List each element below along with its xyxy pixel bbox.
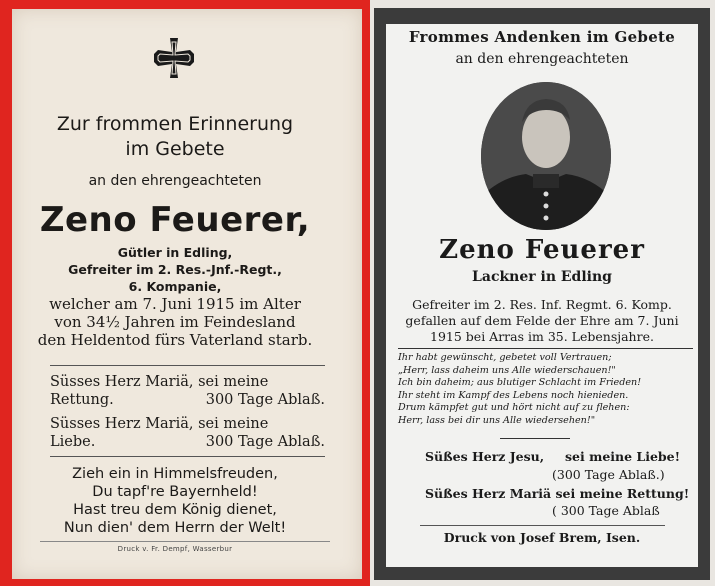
left-printer: Druck v. Fr. Dempf, Wasserbur	[117, 545, 233, 553]
prayer-line: Süsses Herz Mariä, sei meine	[50, 374, 269, 390]
divider	[420, 525, 665, 526]
left-verse	[0, 465, 350, 537]
right-verse	[398, 352, 693, 428]
left-occupation-line: Gefreiter im 2. Res.-Jnf.-Regt.,	[68, 262, 282, 277]
indulgence: 300 Tage Ablaß.	[205, 392, 325, 408]
left-body-line: den Heldentod fürs Vaterland starb.	[37, 331, 313, 349]
right-prayer-maria: Süßes Herz Mariä sei meine Rettung!	[425, 486, 690, 501]
right-header: Frommes Andenken im Gebete	[408, 28, 676, 46]
prayer-word: Rettung.	[50, 392, 114, 408]
left-body-line: welcher am 7. Juni 1915 im Alter	[49, 295, 301, 313]
left-prayer-liebe	[50, 415, 325, 451]
right-subtitle: an den ehrengeachteten	[455, 51, 629, 67]
verse-line: Ich bin daheim; aus blutiger Schlacht im Frieden!	[398, 377, 642, 389]
right-indulgence: ( 300 Tage Ablaß	[552, 503, 660, 518]
verse-line: Nun dien' dem Herrn der Welt!	[63, 520, 287, 536]
iron-cross-icon	[150, 34, 198, 82]
left-body-text	[0, 295, 350, 349]
right-body-line: 1915 bei Arras im 35. Lebensjahre.	[430, 329, 654, 344]
prayer-word: Liebe.	[50, 434, 96, 450]
right-printer: Druck von Josef Brem, Isen.	[443, 530, 641, 545]
right-prayer-jesu: Süßes Herz Jesu,	[425, 449, 545, 464]
indulgence: 300 Tage Ablaß.	[205, 434, 325, 450]
left-occupation-line: 6. Kompanie,	[128, 279, 222, 294]
verse-line: Du tapf're Bayernheld!	[92, 484, 258, 500]
left-title-line: Zur frommen Erinnerung	[56, 113, 294, 135]
right-occupation: Lackner in Edling	[472, 269, 612, 285]
soldier-portrait	[481, 82, 611, 230]
prayer-line: Süsses Herz Mariä, sei meine	[50, 416, 269, 432]
verse-line: Drum kämpfet gut und hört nicht auf zu flehen:	[398, 402, 630, 414]
left-prayer-rettung	[50, 373, 325, 409]
divider	[398, 348, 693, 349]
right-deceased-name: Zeno Feuerer	[439, 235, 645, 265]
divider	[50, 365, 325, 366]
left-title	[0, 112, 350, 162]
verse-line: Herr, lass bei dir uns Alle wiedersehen!"	[398, 414, 596, 426]
left-subtitle: an den ehrengeachteten	[88, 173, 262, 189]
right-indulgence: (300 Tage Ablaß.)	[552, 467, 665, 482]
divider	[40, 541, 330, 542]
right-body-text	[386, 297, 698, 345]
verse-line: Ihr habt gewünscht, gebetet voll Vertrauen;	[398, 352, 612, 363]
right-body-line: gefallen auf dem Felde der Ehre am 7. Juni	[405, 313, 679, 328]
left-deceased-name: Zeno Feuerer,	[39, 200, 311, 240]
verse-line: Ihr steht im Kampf des Lebens noch hienieden.	[398, 389, 629, 401]
left-title-line: im Gebete	[125, 138, 225, 160]
verse-line: Zieh ein in Himmelsfreuden,	[72, 466, 278, 482]
right-body-line: Gefreiter im 2. Res. Inf. Regmt. 6. Komp.	[412, 297, 672, 312]
left-occupation	[0, 244, 350, 295]
verse-line: Hast treu dem König dienet,	[73, 502, 277, 518]
left-body-line: von 34½ Jahren im Feindesland	[54, 313, 296, 331]
left-occupation-line: Gütler in Edling,	[117, 245, 233, 260]
ornament-divider	[500, 438, 570, 439]
verse-line: „Herr, lass daheim uns Alle wiederschauen!"	[398, 364, 616, 376]
right-prayer-jesu-end: sei meine Liebe!	[565, 449, 681, 464]
divider	[50, 456, 325, 457]
